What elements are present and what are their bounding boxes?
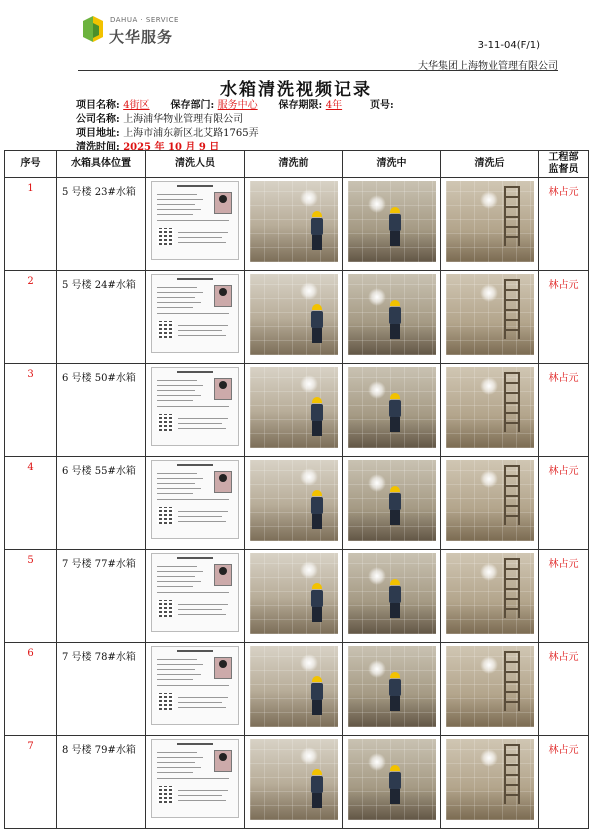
dahua-logo — [80, 13, 190, 47]
staff-cell — [146, 643, 245, 736]
staff-cell — [146, 736, 245, 829]
after-photo-cell — [441, 364, 539, 457]
staff-cell — [146, 271, 245, 364]
company-label: 公司名称: — [76, 114, 120, 125]
logo-en-text: DAHUA · SERVICE — [110, 16, 179, 24]
table-row — [5, 736, 589, 829]
after-cleaning-photo — [446, 181, 534, 262]
date-label: 清洗时间: — [76, 142, 120, 153]
staff-certificate-image — [151, 460, 239, 539]
before-cleaning-photo — [250, 646, 338, 727]
before-photo-cell — [245, 178, 343, 271]
staff-certificate-image — [151, 181, 239, 260]
row-number: 4 — [5, 457, 57, 550]
meta-row-2 — [76, 110, 243, 125]
row-number: 1 — [5, 178, 57, 271]
after-photo-cell — [441, 550, 539, 643]
ladder — [504, 186, 520, 246]
header-staff: 清洗人员 — [146, 151, 245, 178]
supervisor-signature: 林占元 — [539, 364, 589, 457]
date-value: 2025 年 10 月 9 日 — [123, 142, 220, 153]
after-cleaning-photo — [446, 367, 534, 448]
row-number: 7 — [5, 736, 57, 829]
meta-row-1 — [76, 96, 394, 111]
supervisor-signature: 林占元 — [539, 178, 589, 271]
after-photo-cell — [441, 736, 539, 829]
ladder — [504, 465, 520, 525]
after-cleaning-photo — [446, 460, 534, 541]
staff-certificate-image — [151, 274, 239, 353]
before-photo-cell — [245, 736, 343, 829]
address-label: 项目地址: — [76, 128, 120, 139]
staff-photo — [214, 750, 232, 772]
supervisor-signature: 林占元 — [539, 457, 589, 550]
during-cleaning-photo — [348, 367, 436, 448]
ladder — [504, 744, 520, 804]
header-divider — [78, 70, 558, 71]
before-photo-cell — [245, 643, 343, 736]
period-label: 保存期限: — [278, 100, 323, 111]
dept-label: 保存部门: — [170, 100, 215, 111]
qr-code-icon — [157, 414, 174, 431]
address-value: 上海市浦东新区北艾路1765弄 — [123, 128, 259, 139]
company-header: 大华集团上海物业管理有限公司 — [418, 61, 558, 72]
row-number: 6 — [5, 643, 57, 736]
supervisor-signature: 林占元 — [539, 550, 589, 643]
table-row — [5, 178, 589, 271]
tank-location: 7 号楼 77#水箱 — [57, 550, 146, 643]
table-header-row — [5, 151, 589, 178]
qr-code-icon — [157, 228, 174, 245]
staff-certificate-image — [151, 739, 239, 818]
ladder — [504, 558, 520, 618]
qr-code-icon — [157, 786, 174, 803]
before-photo-cell — [245, 550, 343, 643]
during-photo-cell — [343, 736, 441, 829]
after-cleaning-photo — [446, 274, 534, 355]
staff-cell — [146, 550, 245, 643]
before-cleaning-photo — [250, 739, 338, 820]
table-row — [5, 271, 589, 364]
during-photo-cell — [343, 364, 441, 457]
staff-certificate-image — [151, 646, 239, 725]
supervisor-signature: 林占元 — [539, 643, 589, 736]
cleaning-record-table — [4, 150, 589, 829]
project-name-label: 项目名称: — [76, 100, 120, 111]
period-value: 4年 — [325, 100, 343, 111]
during-cleaning-photo — [348, 739, 436, 820]
staff-photo — [214, 378, 232, 400]
tank-location: 5 号楼 23#水箱 — [57, 178, 146, 271]
during-cleaning-photo — [348, 553, 436, 634]
staff-cell — [146, 364, 245, 457]
after-photo-cell — [441, 643, 539, 736]
before-photo-cell — [245, 364, 343, 457]
header-during: 清洗中 — [343, 151, 441, 178]
header-supervisor: 工程部 监督员 — [539, 151, 589, 178]
staff-photo — [214, 471, 232, 493]
during-photo-cell — [343, 550, 441, 643]
after-cleaning-photo — [446, 739, 534, 820]
after-photo-cell — [441, 457, 539, 550]
qr-code-icon — [157, 321, 174, 338]
project-name-value: 4街区 — [123, 100, 150, 111]
staff-photo — [214, 657, 232, 679]
during-cleaning-photo — [348, 181, 436, 262]
supervisor-signature: 林占元 — [539, 736, 589, 829]
tank-location: 6 号楼 55#水箱 — [57, 457, 146, 550]
before-cleaning-photo — [250, 553, 338, 634]
supervisor-signature: 林占元 — [539, 271, 589, 364]
meta-row-3 — [76, 124, 259, 139]
before-cleaning-photo — [250, 274, 338, 355]
after-cleaning-photo — [446, 646, 534, 727]
tank-location: 7 号楼 78#水箱 — [57, 643, 146, 736]
after-cleaning-photo — [446, 553, 534, 634]
during-photo-cell — [343, 457, 441, 550]
document-code: 3-11-04(F/1) — [477, 40, 540, 51]
company-value: 上海浦华物业管理有限公司 — [123, 114, 244, 125]
staff-certificate-image — [151, 367, 239, 446]
during-cleaning-photo — [348, 274, 436, 355]
staff-photo — [214, 285, 232, 307]
after-photo-cell — [441, 178, 539, 271]
during-photo-cell — [343, 178, 441, 271]
page-title: 水箱清洗视频记录 — [220, 80, 372, 100]
row-number: 2 — [5, 271, 57, 364]
ladder — [504, 651, 520, 711]
header-after: 清洗后 — [441, 151, 539, 178]
row-number: 3 — [5, 364, 57, 457]
before-photo-cell — [245, 457, 343, 550]
staff-photo — [214, 564, 232, 586]
staff-photo — [214, 192, 232, 214]
during-photo-cell — [343, 271, 441, 364]
staff-cell — [146, 457, 245, 550]
qr-code-icon — [157, 507, 174, 524]
dept-value: 服务中心 — [217, 100, 258, 111]
tank-location: 5 号楼 24#水箱 — [57, 271, 146, 364]
during-photo-cell — [343, 643, 441, 736]
after-photo-cell — [441, 271, 539, 364]
dahua-logo-icon — [80, 13, 106, 45]
staff-certificate-image — [151, 553, 239, 632]
header-no: 序号 — [5, 151, 57, 178]
table-row — [5, 457, 589, 550]
before-cleaning-photo — [250, 181, 338, 262]
table-row — [5, 643, 589, 736]
before-cleaning-photo — [250, 367, 338, 448]
page-label: 页号: — [369, 100, 394, 111]
table-body — [5, 178, 589, 829]
logo-cn-text: 大华服务 — [109, 28, 174, 46]
before-cleaning-photo — [250, 460, 338, 541]
tank-location: 8 号楼 79#水箱 — [57, 736, 146, 829]
staff-cell — [146, 178, 245, 271]
qr-code-icon — [157, 600, 174, 617]
header-before: 清洗前 — [245, 151, 343, 178]
ladder — [504, 372, 520, 432]
qr-code-icon — [157, 693, 174, 710]
table-row — [5, 550, 589, 643]
header-location: 水箱具体位置 — [57, 151, 146, 178]
row-number: 5 — [5, 550, 57, 643]
tank-location: 6 号楼 50#水箱 — [57, 364, 146, 457]
table-row — [5, 364, 589, 457]
before-photo-cell — [245, 271, 343, 364]
during-cleaning-photo — [348, 460, 436, 541]
ladder — [504, 279, 520, 339]
during-cleaning-photo — [348, 646, 436, 727]
